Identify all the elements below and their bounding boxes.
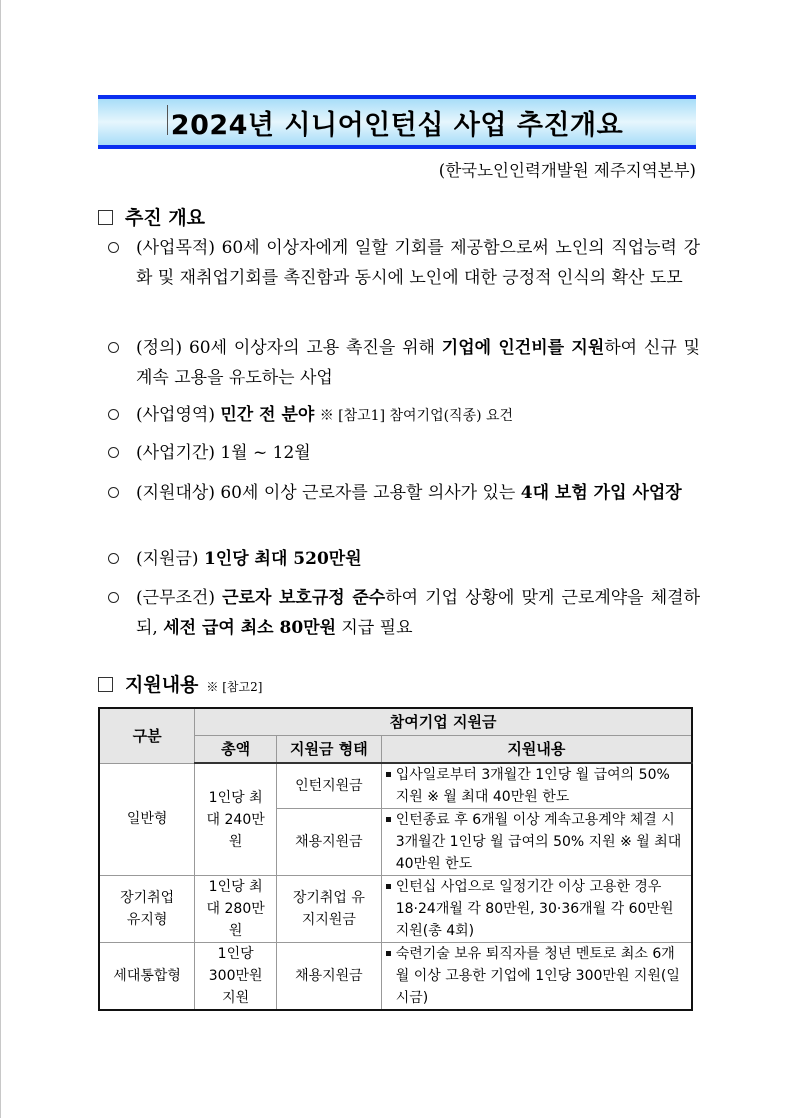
list-item-target: (지원대상) 60세 이상 근로자를 고용할 의사가 있는 4대 보험 가입 사업장 <box>108 478 700 508</box>
square-bullet-icon <box>98 677 113 692</box>
bullet-square-icon <box>386 884 391 889</box>
circle-bullet-icon <box>108 592 119 603</box>
square-bullet-icon <box>98 210 113 225</box>
table-row <box>99 763 692 809</box>
page-edge <box>0 0 1 1118</box>
bullet-square-icon <box>386 817 391 822</box>
cell-content: 인턴종료 후 6개월 이상 계속고용계약 체결 시 3개월간 1인당 월 급여의 50% 지원 ※ 월 최대 40만원 한도 <box>381 809 692 876</box>
bullet-square-icon <box>386 951 391 956</box>
circle-bullet-icon <box>108 553 119 564</box>
cell-type: 채용지원금 <box>277 943 382 1011</box>
cell-category: 장기취업 유지형 <box>99 876 195 943</box>
cell-category: 세대통합형 <box>99 943 195 1011</box>
cell-total: 1인당 300만원 지원 <box>195 943 277 1011</box>
circle-bullet-icon <box>108 342 119 353</box>
cell-content: 인턴십 사업으로 일정기간 이상 고용한 경우 18·24개월 각 80만원, 30·36개월 각 60만원 지원(총 4회) <box>381 876 692 943</box>
list-item-purpose: (사업목적) 60세 이상자에게 일할 기회를 제공함으로써 노인의 직업능력 강화 및 재취업기회를 촉진함과 동시에 노인에 대한 긍정적 인식의 확산 도모 <box>108 233 700 293</box>
cell-category: 일반형 <box>99 763 195 876</box>
header-total: 총액 <box>195 736 277 764</box>
cell-total: 1인당 최대 240만원 <box>195 763 277 876</box>
header-category: 구분 <box>99 708 195 763</box>
header-type: 지원금 형태 <box>277 736 382 764</box>
circle-bullet-icon <box>108 409 119 420</box>
list-item-conditions: (근무조건) 근로자 보호규정 준수하여 기업 상황에 맞게 근로계약을 체결하되, 세전 급여 최소 80만원 지급 필요 <box>108 583 700 643</box>
circle-bullet-icon <box>108 242 119 253</box>
text-cursor <box>167 105 168 135</box>
title-banner <box>98 95 696 149</box>
section-heading-overview: 추진 개요 <box>98 203 205 230</box>
list-item-definition: (정의) 60세 이상자의 고용 촉진을 위해 기업에 인건비를 지원하여 신규 및 계속 고용을 유도하는 사업 <box>108 333 700 393</box>
circle-bullet-icon <box>108 447 119 458</box>
section-heading-support: 지원내용 ※ [참고2] <box>98 670 262 697</box>
cell-content: 입사일로부터 3개월간 1인당 월 급여의 50% 지원 ※ 월 최대 40만원 한도 <box>381 763 692 809</box>
list-item-scope: (사업영역) 민간 전 분야 ※ [참고1] 참여기업(직종) 요건 <box>108 400 700 431</box>
bullet-square-icon <box>386 772 391 777</box>
organization-label: (한국노인인력개발원 제주지역본부) <box>438 161 696 180</box>
cell-type: 장기취업 유지지원금 <box>277 876 382 943</box>
header-group: 참여기업 지원금 <box>195 708 692 736</box>
table-row <box>99 876 692 943</box>
header-content: 지원내용 <box>381 736 692 764</box>
table-row <box>99 943 692 1011</box>
cell-type: 채용지원금 <box>277 809 382 876</box>
page-title: 2024년 시니어인턴십 사업 추진개요 <box>171 103 623 142</box>
list-item-subsidy: (지원금) 1인당 최대 520만원 <box>108 544 700 574</box>
circle-bullet-icon <box>108 487 119 498</box>
support-table <box>98 707 693 1011</box>
list-item-period: (사업기간) 1월 ~ 12월 <box>108 438 700 468</box>
cell-content: 숙련기술 보유 퇴직자를 청년 멘토로 최소 6개월 이상 고용한 기업에 1인당 300만원 지원(일시금) <box>381 943 692 1011</box>
cell-total: 1인당 최대 280만원 <box>195 876 277 943</box>
cell-type: 인턴지원금 <box>277 763 382 809</box>
